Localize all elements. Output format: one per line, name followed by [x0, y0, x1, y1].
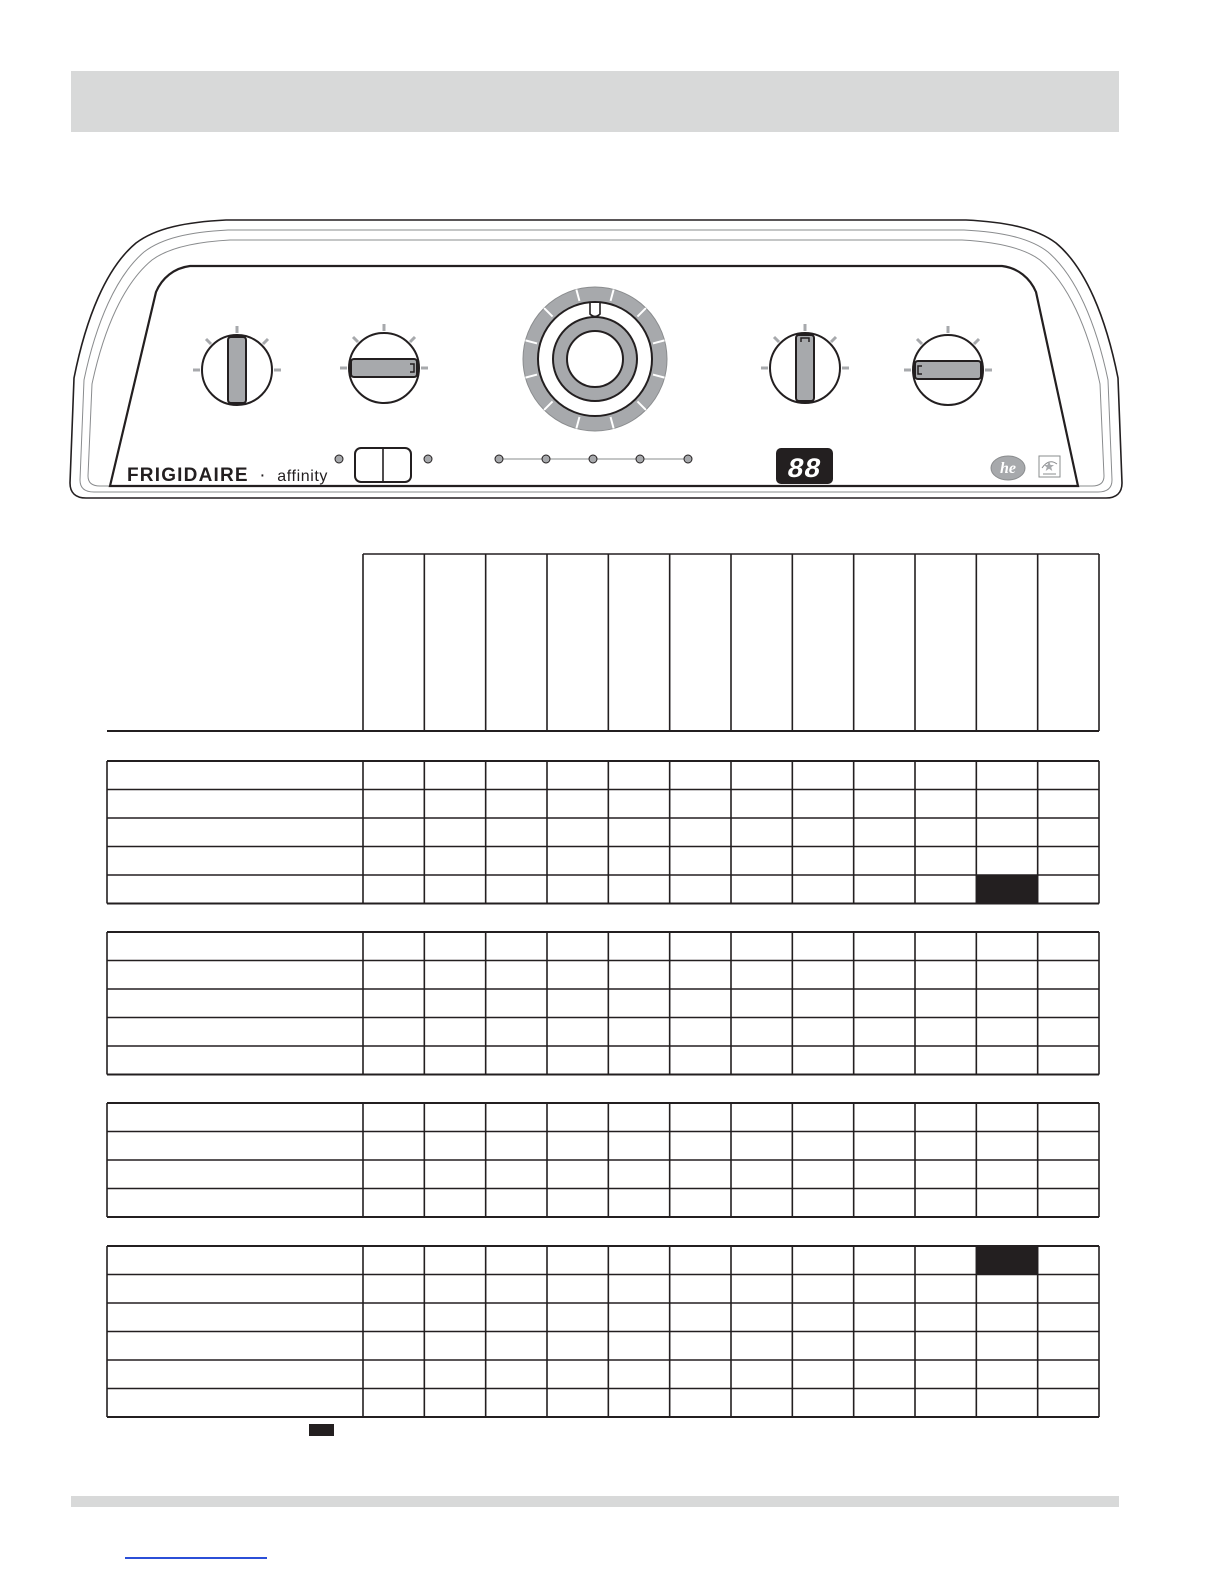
footer-bar: [71, 1496, 1119, 1507]
display-digits: 88: [787, 455, 821, 486]
page-link-underline[interactable]: [125, 1557, 267, 1559]
brand-name: FRIGIDAIRE: [127, 465, 249, 486]
brand-model: affinity: [277, 468, 329, 485]
brand-logo: FRIGIDAIRE · affinity: [127, 465, 329, 486]
marked-cell: [976, 1246, 1037, 1275]
marked-cell: [976, 875, 1037, 904]
legend-swatch: [309, 1424, 334, 1436]
svg-text:he: he: [1000, 460, 1016, 477]
